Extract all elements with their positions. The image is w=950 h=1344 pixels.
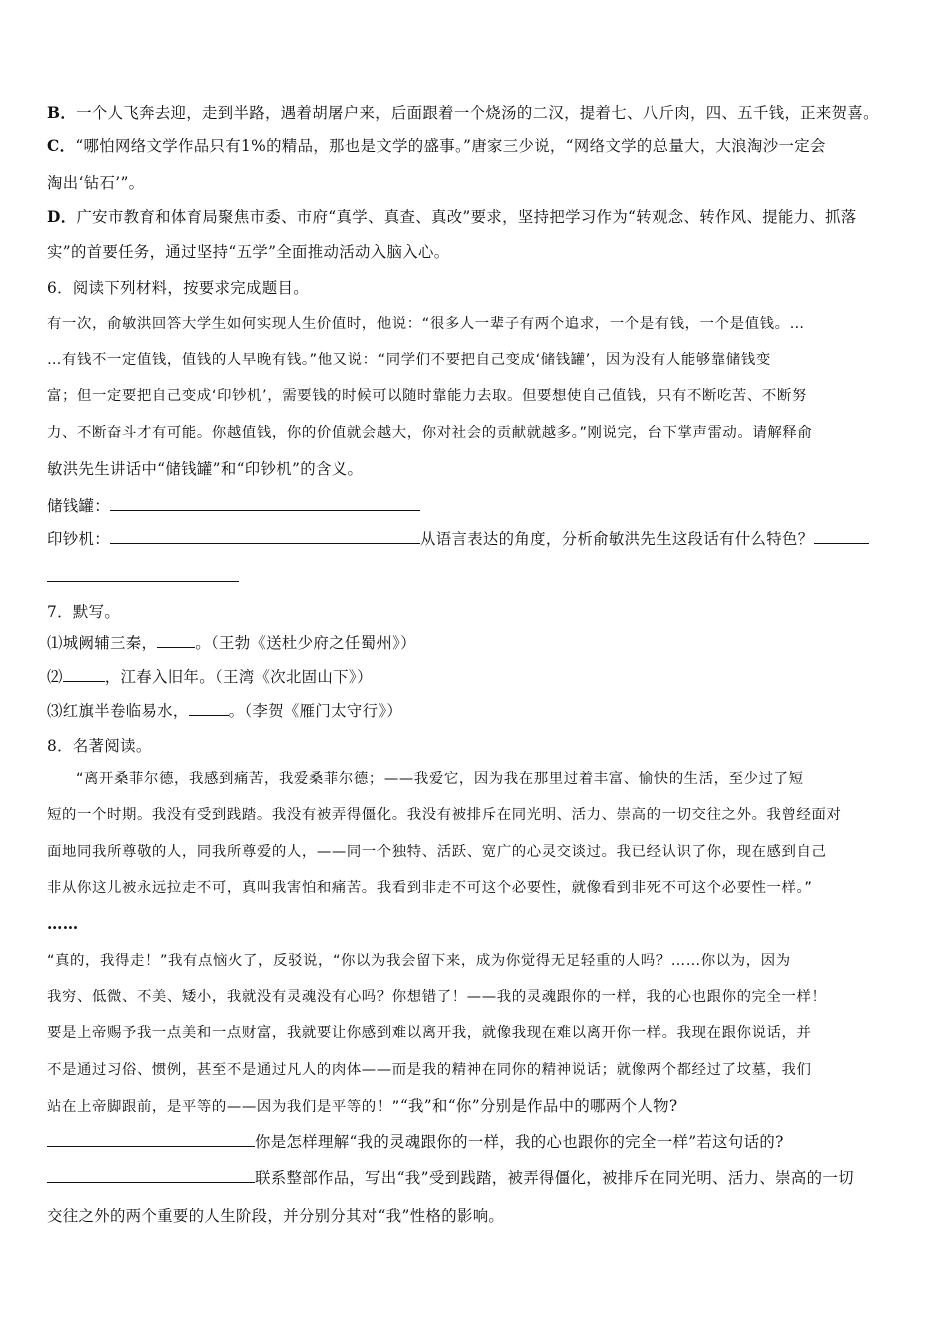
q7-item1-suffix: 。（王勃《送杜少府之任蜀州》） (195, 634, 416, 652)
q8-question3-line1: 联系整部作品，写出“我”受到践踏，被弄得僵化，被排斥在同光明、活力、崇高的一切 (255, 1169, 854, 1187)
q8-answer2-row (47, 1167, 907, 1189)
q6-material-line: 有一次，俞敏洪回答大学生如何实现人生价值时，他说：“很多人一辈子有两个追求，一个是有钱，一个是值钱。… (47, 316, 805, 332)
q6-material-line: 力、不断奋斗才有可能。你越值钱，你的价值就会越大，你对社会的贡献就越多。”刚说完，台下掌声雷动。请解释俞 (47, 425, 813, 441)
option-b-label: B． (47, 104, 77, 122)
option-c (47, 135, 907, 157)
option-c-label: C． (47, 137, 76, 155)
q6-material-line: 敏洪先生讲话中“储钱罐”和“印钞机”的含义。 (47, 460, 364, 478)
q8-heading: 8．名著阅读。 (47, 737, 152, 755)
q8-question2-blank[interactable] (47, 1167, 255, 1183)
option-d-label: D． (47, 208, 77, 226)
q7-item1 (47, 632, 907, 654)
q7-item3-suffix: 。（李贺《雁门太守行》） (228, 702, 403, 720)
q8-question2: 你是怎样理解“我的灵魂跟你的一样，我的心也跟你的完全一样”若这句话的? (255, 1133, 784, 1151)
q7-item1-prefix: ⑴城阙辅三秦， (47, 634, 158, 652)
q6-heading: 6．阅读下列材料，按要求完成题目。 (47, 279, 309, 297)
q6-answer-yinchaoji (47, 528, 907, 550)
option-d-text-line1: 广安市教育和体育局聚焦市委、市府“真学、真查、真改”要求，坚持把学习作为“转观念、转作风、提能力、抓落 (76, 208, 857, 226)
q6-answer-chuqianguan (47, 495, 907, 517)
q8-passage-line: 不是通过习俗、惯例，甚至不是通过凡人的肉体——而是我的精神在同你的精神说话；就像两个都经过了坟墓，我们 (47, 1062, 812, 1078)
chuqianguan-answer-blank[interactable] (110, 495, 420, 511)
option-b (47, 102, 907, 124)
yinchaoji-answer-blank[interactable] (110, 528, 420, 544)
q8-question1: “我”和“你”分别是作品中的哪两个人物? (399, 1097, 678, 1115)
q8-ellipsis: …… (47, 915, 79, 933)
q6-material-line: 富；但一定要把自己变成‘印钞机’，需要钱的时候可以随时靠能力去取。但要想使自己值钱，只有不断吃苦、不断努 (47, 388, 807, 404)
q6-material-line: …有钱不一定值钱，值钱的人早晚有钱。”他又说：“同学们不要把自己变成‘储钱罐’，因为没有人能够靠储钱变 (47, 352, 771, 368)
q7-item1-blank[interactable] (157, 632, 195, 648)
q8-passage-line: 要是上帝赐予我一点美和一点财富，我就要让你感到难以离开我，就像我现在难以离开你一样。我现在跟你说话，并 (47, 1025, 812, 1041)
q6-question2-blank-continued[interactable] (47, 581, 239, 582)
option-c-text-line1: “哪怕网络文学作品只有1%的精品，那也是文学的盛事。”唐家三少说，“网络文学的总量大，大浪淘沙一定会 (75, 137, 826, 155)
yinchaoji-label: 印钞机： (47, 530, 110, 548)
q8-passage-end-and-question1 (47, 1095, 907, 1118)
option-d (47, 206, 907, 228)
q8-question3-line2: 交往之外的两个重要的人生阶段，并分别分其对“我”性格的影响。 (47, 1207, 505, 1225)
q8-answer1-row (47, 1131, 907, 1153)
q8-passage-line: “真的，我得走！”我有点恼火了，反驳说，“你以为我会留下来，成为你觉得无足轻重的人吗？……你以为，因为 (47, 953, 791, 969)
q8-question1-blank[interactable] (47, 1131, 255, 1147)
q7-item2-suffix: ，江春入旧年。（王湾《次北固山下》） (104, 668, 373, 686)
q8-passage-line: 面地同我所尊敬的人，同我所尊爱的人，——同一个独特、活跃、宽广的心灵交谈过。我已经认识了你，现在感到自己 (47, 844, 827, 860)
q8-passage-line: “离开桑菲尔德，我感到痛苦，我爱桑菲尔德；——我爱它，因为我在那里过着丰富、愉快的生活，至少过了短 (76, 771, 804, 787)
q6-question2: 从语言表达的角度，分析俞敏洪先生这段话有什么特色？ (419, 530, 814, 548)
option-b-text: 一个人飞奔去迎，走到半路，遇着胡屠户来，后面跟着一个烧汤的二汉，提着七、八斤肉，四、五千钱，正来贺喜。 (76, 104, 879, 122)
option-d-text-line2: 实”的首要任务，通过坚持“五学”全面推动活动入脑入心。 (47, 243, 450, 261)
q7-item3-blank[interactable] (189, 700, 229, 716)
q7-item3-prefix: ⑶红旗半卷临易水， (47, 702, 189, 720)
q7-item3 (47, 700, 907, 722)
q7-item2-prefix: ⑵ (47, 668, 63, 686)
q7-heading: 7．默写。 (47, 603, 121, 621)
q8-passage-line: 非从你这儿被永远拉走不可，真叫我害怕和痛苦。我看到非走不可这个必要性，就像看到非死不可这个必要性一样。” (47, 880, 813, 896)
q8-passage-line: 我穷、低微、不美、矮小，我就没有灵魂没有心吗？你想错了！——我的灵魂跟你的一样，我的心也跟你的完全一样！ (47, 989, 827, 1005)
q8-passage-line: 短的一个时期。我没有受到践踏。我没有被弄得僵化。我没有被排斥在同光明、活力、崇高的一切交往之外。我曾经面对 (47, 807, 842, 823)
q6-question2-blank[interactable] (814, 528, 869, 544)
q7-item2 (47, 666, 907, 688)
q7-item2-blank[interactable] (63, 666, 105, 682)
q8-passage-line: 站在上帝脚跟前，是平等的——因为我们是平等的！” (47, 1099, 400, 1115)
chuqianguan-label: 储钱罐： (47, 497, 110, 515)
option-c-text-line2: 淘出‘钻石’”。 (47, 174, 145, 192)
